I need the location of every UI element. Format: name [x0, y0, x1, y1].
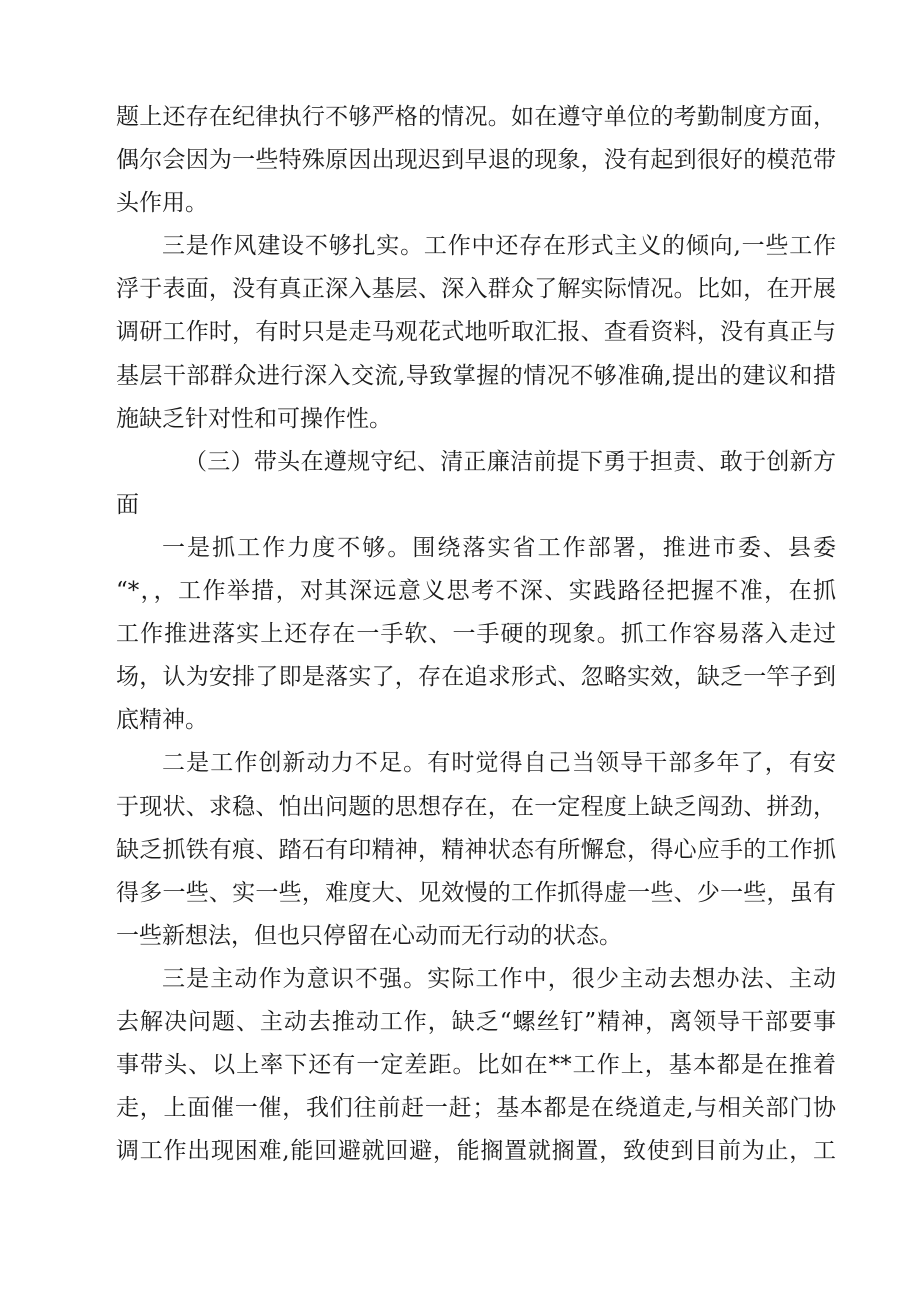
paragraph-first-line: 三是作风建设不够扎实。工作中还存在形式主义的倾向,一些工作 [162, 233, 836, 260]
text-line: 调研工作时，有时只是走马观花式地听取汇报、查看资料，没有真正与 [116, 319, 836, 346]
paragraph-first-line: 三是主动作为意识不强。实际工作中，很少主动去想办法、主动 [162, 965, 836, 992]
text-line: 偶尔会因为一些特殊原因出现迟到早退的现象，没有起到很好的模范带 [116, 147, 836, 174]
text-line: 题上还存在纪律执行不够严格的情况。如在遵守单位的考勤制度方面， [116, 104, 836, 130]
text-line: 头作用。 [116, 190, 208, 217]
paragraph-first-line: 一是抓工作力度不够。围绕落实省工作部署，推进市委、县委 [162, 534, 836, 561]
text-line: 浮于表面，没有真正深入基层、深入群众了解实际情况。比如，在开展 [116, 276, 836, 303]
section-heading-end: 面 [116, 491, 139, 518]
text-line: 于现状、求稳、怕出问题的思想存在，在一定程度上缺乏闯劲、拼劲， [116, 793, 836, 820]
text-line: 基层干部群众进行深入交流,导致掌握的情况不够准确,提出的建议和措 [116, 362, 836, 389]
text-line: 施缺乏针对性和可操作性。 [116, 405, 392, 432]
text-line: 去解决问题、主动去推动工作，缺乏“螺丝钉”精神，离领导干部要事 [116, 1008, 836, 1035]
text-line: 缺乏抓铁有痕、踏石有印精神，精神状态有所懈怠，得心应手的工作抓 [116, 836, 836, 863]
text-line: 调工作出现困难,能回避就回避，能搁置就搁置，致使到目前为止，工 [116, 1138, 836, 1165]
text-line: 走，上面催一催，我们往前赶一赶；基本都是在绕道走,与相关部门协 [116, 1095, 836, 1122]
text-line: 工作推进落实上还存在一手软、一手硬的现象。抓工作容易落入走过 [116, 621, 836, 648]
section-heading: （三）带头在遵规守纪、清正廉洁前提下勇于担责、敢于创新方 [184, 448, 836, 475]
text-line: 场，认为安排了即是落实了，存在追求形式、忽略实效，缺乏一竿子到 [116, 664, 836, 691]
text-line: 一些新想法，但也只停留在心动而无行动的状态。 [116, 922, 622, 949]
text-line: 底精神。 [116, 707, 208, 734]
paragraph-first-line: 二是工作创新动力不足。有时觉得自己当领导干部多年了，有安 [162, 750, 836, 777]
body-text [116, 96, 836, 1173]
text-line: 事带头、以上率下还有一定差距。比如在**工作上，基本都是在推着 [116, 1052, 836, 1079]
text-line: “*，，工作举措，对其深远意义思考不深、实践路径把握不准，在抓 [116, 578, 836, 605]
text-line: 得多一些、实一些，难度大、见效慢的工作抓得虚一些、少一些，虽有 [116, 879, 836, 906]
